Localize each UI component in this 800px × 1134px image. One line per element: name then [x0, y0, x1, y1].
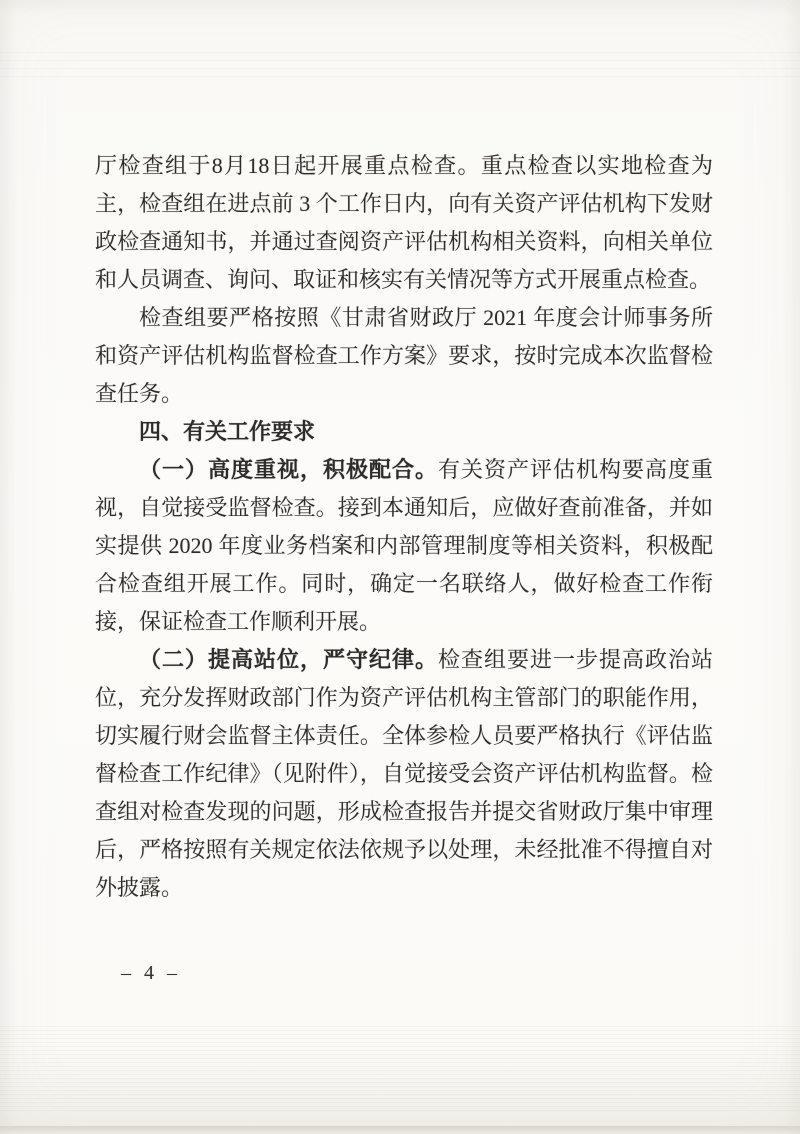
- paragraph-item-1-lead: （一）高度重视，积极配合。: [139, 457, 438, 482]
- paragraph-item-1-text: 有关资产评估机构要高度重视，自觉接受监督检查。接到本通知后，应做好查前准备，并如实提供 2020 年度业务档案和内部管理制度等相关资料，积极配合检查组开展工作。同时，确定一名联络人，做好检查工作衔接，保证检查工作顺利开展。: [95, 457, 713, 634]
- scan-bottom-edge-shadow: [0, 1126, 800, 1134]
- page-number: – 4 –: [121, 962, 181, 984]
- paragraph-inspection-method: 厅检查组于8月18日起开展重点检查。重点检查以实地检查为主，检查组在进点前 3 个工作日内，向有关资产评估机构下发财政检查通知书，并通过查阅资产评估机构相关资料，向相关单位和人员调查、询问、取证和核实有关情况等方式开展重点检查。: [95, 153, 713, 292]
- paragraph-item-2: [95, 641, 713, 907]
- paragraph-item-2-text: 检查组要进一步提高政治站位，充分发挥财政部门作为资产评估机构主管部门的职能作用，切实履行财会监督主体责任。全体参检人员要严格执行《评估监督检查工作纪律》（见附件），自觉接受会资产评估机构监督。检查组对检查发现的问题，形成检查报告并提交省财政厅集中审理后，严格按照有关规定依法依规予以处理，未经批准不得擅自对外披露。: [95, 647, 713, 900]
- paragraph-work-plan-requirement: 检查组要严格按照《甘肃省财政厅 2021 年度会计师事务所和资产评估机构监督检查工作方案》要求，按时完成本次监督检查任务。: [95, 305, 713, 406]
- section-heading-work-requirements: 四、有关工作要求: [139, 419, 316, 444]
- scan-streaks-top: [0, 52, 800, 80]
- paragraph-item-1: [95, 451, 713, 641]
- scan-streaks-bottom: [0, 1026, 800, 1112]
- document-body: [95, 147, 713, 907]
- paragraph-item-2-lead: （二）提高站位，严守纪律。: [139, 647, 438, 672]
